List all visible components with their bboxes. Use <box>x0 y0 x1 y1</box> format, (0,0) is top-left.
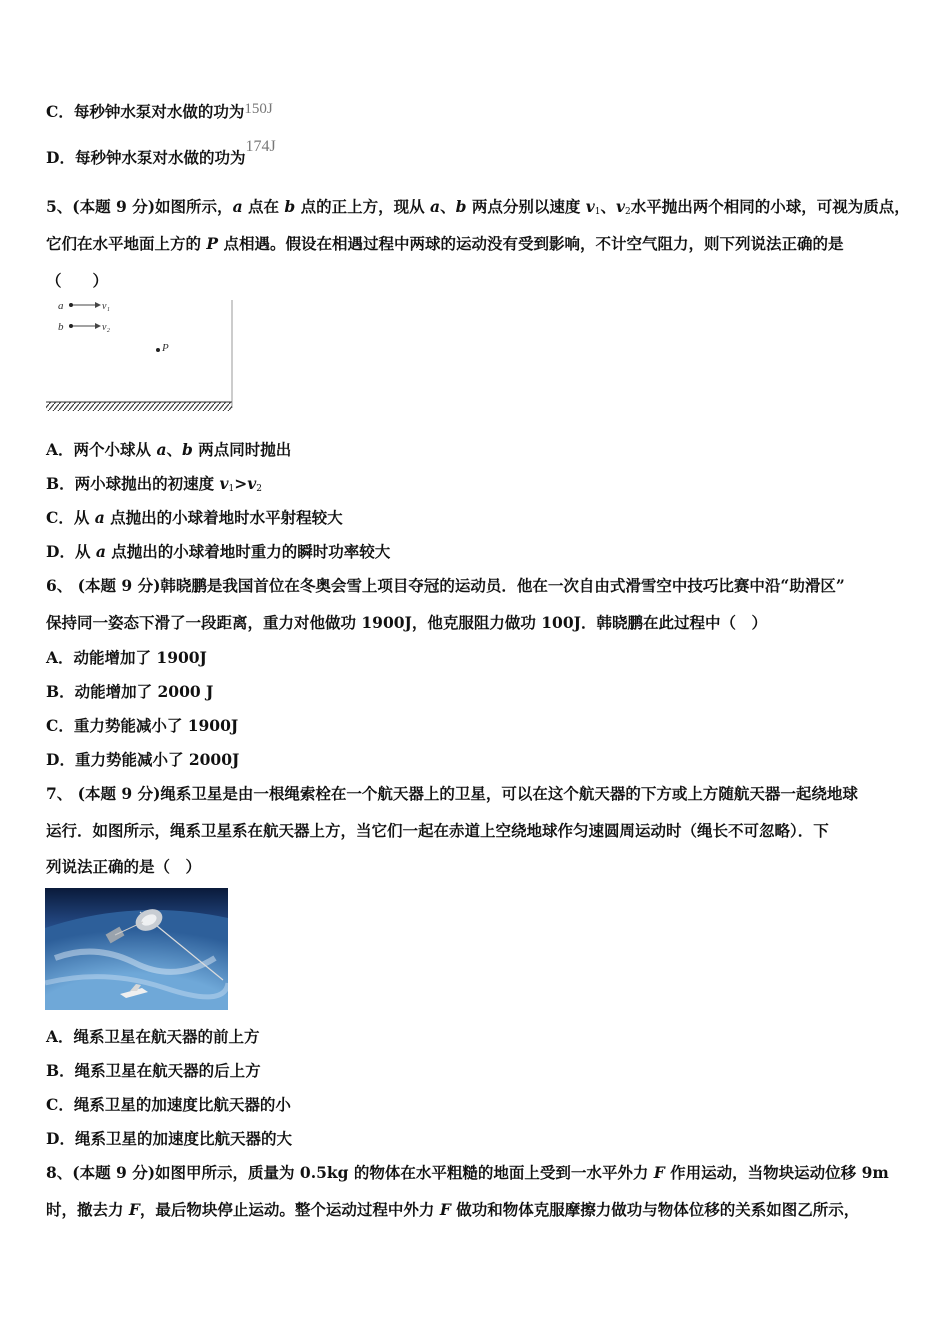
q8-stem-line-1: 8、(本题 9 分)如图甲所示，质量为 0.5kg 的物体在水平粗糙的地面上受到一水平外力 F 作用运动，当物块运动位移 9m <box>46 1163 889 1182</box>
fig-label-p: P <box>162 342 169 354</box>
fig-point-p <box>156 348 160 352</box>
q5-option-a: A．两个小球从 a、b 两点同时抛出 <box>46 440 292 459</box>
q5-answer-blank: （ ） <box>46 271 109 290</box>
q6-option-c: C．重力势能减小了 1900J <box>46 716 239 735</box>
q7-option-c: C．绳系卫星的加速度比航天器的小 <box>46 1095 291 1114</box>
q7-stem-line-3: 列说法正确的是（ ） <box>46 857 202 876</box>
fig-label-v1: v₁ <box>102 301 110 312</box>
q8-stem-line-2: 时，撤去力 F，最后物块停止运动。整个运动过程中外力 F 做功和物体克服摩擦力做功与物体位移的关系如图乙所示， <box>46 1200 860 1219</box>
q5-projectile-figure <box>44 296 236 416</box>
fig-ground-hatch <box>46 402 232 411</box>
q5-option-b: B．两小球抛出的初速度 $v_1>v_2$ <box>46 474 262 494</box>
q4-option-d: D．每秒钟水泵对水做的功为174J <box>46 138 276 167</box>
q6-stem-line-2: 保持同一姿态下滑了一段距离，重力对他做功 1900J，他克服阻力做功 100J．韩晓鹏在此过程中（ ） <box>46 613 767 632</box>
q5-option-d: D．从 a 点抛出的小球着地时重力的瞬时功率较大 <box>46 542 391 561</box>
q7-option-d: D．绳系卫星的加速度比航天器的大 <box>46 1129 292 1148</box>
q6-option-d: D．重力势能减小了 2000J <box>46 750 240 769</box>
q7-tethered-satellite-photo <box>45 888 228 1010</box>
fig-label-a: a <box>58 300 64 312</box>
q7-stem-line-2: 运行．如图所示，绳系卫星系在航天器上方，当它们一起在赤道上空绕地球作匀速圆周运动时（绳长不可忽略）．下 <box>46 821 829 840</box>
q6-option-a: A．动能增加了 1900J <box>46 648 207 667</box>
fig-point-b <box>69 324 73 328</box>
q4-option-c: C．每秒钟水泵对水做的功为150J <box>46 101 273 121</box>
fig-label-b: b <box>58 321 64 333</box>
fig-label-v2: v₂ <box>102 322 110 333</box>
q7-option-a: A．绳系卫星在航天器的前上方 <box>46 1027 260 1046</box>
q4-option-c-value: 150J <box>244 101 273 117</box>
q7-stem-line-1: 7、 (本题 9 分)绳系卫星是由一根绳索栓在一个航天器上的卫星，可以在这个航天器的下方或上方随航天器一起绕地球 <box>46 784 858 803</box>
q7-option-b: B．绳系卫星在航天器的后上方 <box>46 1061 261 1080</box>
fig-point-a <box>69 303 73 307</box>
q5-option-c: C．从 a 点抛出的小球着地时水平射程较大 <box>46 508 343 527</box>
q4-option-d-value: 174J <box>245 138 276 155</box>
q6-option-b: B．动能增加了 2000 J <box>46 682 214 701</box>
q6-stem-line-1: 6、 (本题 9 分)韩晓鹏是我国首位在冬奥会雪上项目夺冠的运动员．他在一次自由式滑雪空中技巧比赛中沿“助滑区” <box>46 576 845 595</box>
q5-stem-line-1: 5、(本题 9 分)如图所示，a 点在 b 点的正上方，现从 a、b 两点分别以速度 $v_1$、$v_2$水平抛出两个相同的小球，可视为质点， <box>46 197 910 217</box>
q5-stem-line-2: 它们在水平地面上方的 P 点相遇。假设在相遇过程中两球的运动没有受到影响，不计空气阻力，则下列说法正确的是 <box>46 234 844 253</box>
